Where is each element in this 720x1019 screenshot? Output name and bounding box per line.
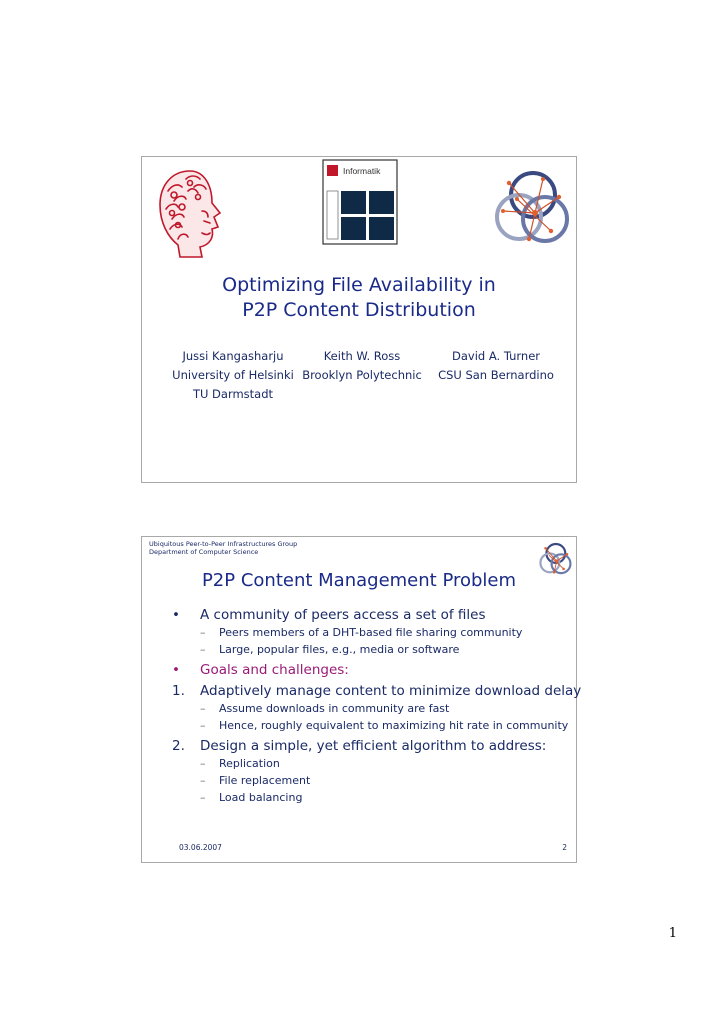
informatik-logo [322,159,398,245]
bullet-marker: – [200,702,206,715]
bullet-text: Load balancing [219,791,303,804]
slide-title [142,273,576,323]
bullet-text: Design a simple, yet efficient algorithm to address: [200,738,547,754]
sub-bullet-item [172,641,572,658]
footer-slide-number: 2 [562,843,567,852]
sub-bullet-item [172,755,572,772]
author-turner [432,347,560,385]
bullet-marker: – [200,719,206,732]
bullet-text: Replication [219,757,280,770]
bullet-marker: – [200,643,206,656]
bullet-text: Assume downloads in community are fast [219,702,450,715]
bullet-item [172,661,572,679]
bullet-marker: – [200,774,206,787]
bullet-marker: • [172,662,180,678]
informatik-logo-text: Informatik [343,166,381,176]
group-name: Ubiquitous Peer-to-Peer Infrastructures Group [149,540,298,548]
bullet-marker: • [172,607,180,623]
author-affiliation: TU Darmstadt [192,387,274,401]
bullet-marker: – [200,757,206,770]
slide-title-line-2: P2P Content Distribution [242,299,476,321]
sub-bullet-item [172,624,572,641]
slide-title: P2P Content Management Problem [201,570,517,591]
author-affiliation: CSU San Bernardino [438,368,554,382]
bullet-text: Adaptively manage content to minimize download delay [200,683,582,699]
bullet-text: Hence, roughly equivalent to maximizing hit rate in community [219,719,569,732]
sub-bullet-item [172,772,572,789]
bullet-marker: 1. [172,683,185,699]
bullet-item [172,606,572,624]
tu-darmstadt-head-logo [150,161,230,261]
sub-bullet-item [172,789,572,806]
bullet-item [172,682,582,700]
bullet-text: File replacement [219,774,311,787]
sub-bullet-item [172,717,572,734]
author-name: David A. Turner [451,349,541,363]
bullet-marker: – [200,626,206,639]
author-name: Keith W. Ross [323,349,401,363]
author-kangasharju [168,347,298,404]
bullet-text: Goals and challenges: [200,662,349,678]
content-slide [141,536,582,863]
bullet-item [172,737,572,755]
slide-title-line-1: Optimizing File Availability in [222,274,496,296]
bullet-marker: – [200,791,206,804]
footer-date: 03.06.2007 [179,843,222,852]
author-ross [302,347,422,385]
rings-network-logo [489,169,573,247]
bullet-text: Large, popular files, e.g., media or software [219,643,460,656]
author-affiliation: University of Helsinki [172,368,294,382]
page-number: 1 [668,926,677,941]
sub-bullet-item [172,700,572,717]
bullet-text: Peers members of a DHT-based file sharing community [219,626,523,639]
author-name: Jussi Kangasharju [182,349,284,363]
bullet-marker: 2. [172,738,185,754]
author-affiliation: Brooklyn Polytechnic [302,368,422,382]
title-slide [141,156,577,483]
department-name: Department of Computer Science [149,548,259,556]
bullet-text: A community of peers access a set of files [200,607,486,623]
slide-header [149,540,297,556]
bullet-list [172,603,582,806]
